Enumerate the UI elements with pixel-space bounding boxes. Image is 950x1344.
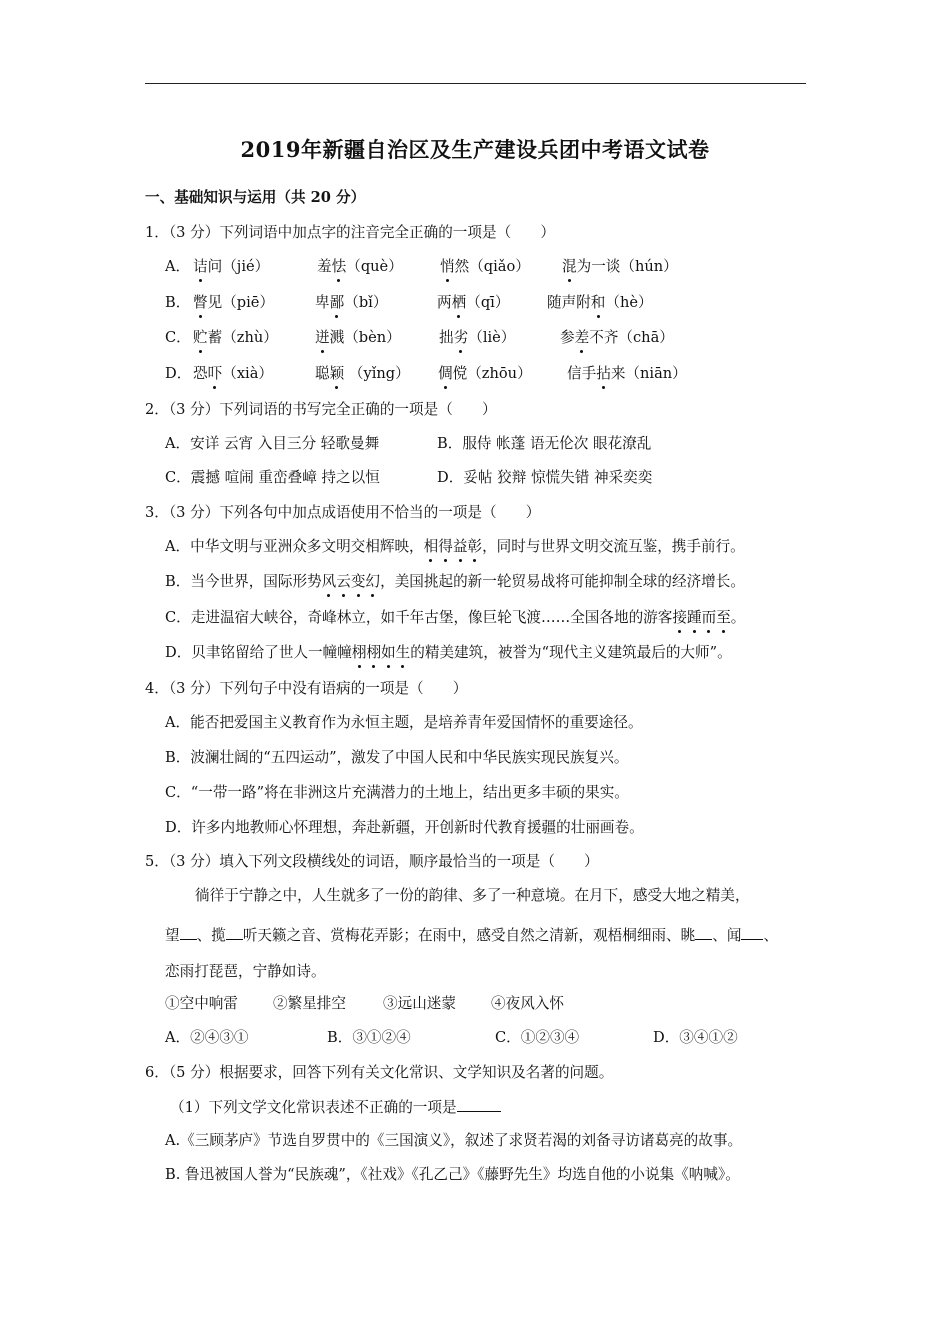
dotted-char: 差 [574,329,590,346]
q5-item: ②繁星排空 [273,995,346,1012]
dotted-char: 颖 [329,365,345,382]
q4-option-d: D．许多内地教师心怀理想，奔赴新疆，开创新时代教育援疆的壮丽画卷。 [165,819,644,836]
dotted-char: 悄 [440,258,455,275]
fill-blank [457,1097,501,1112]
dotted-char: 混 [562,258,577,275]
q2-stem: 2．（3 分）下列词语的书写完全正确的一项是（ ） [145,401,497,418]
header-rule [145,83,806,84]
q6-stem: 6．（5 分）根据要求，回答下列有关文化常识、文学知识及名著的问题。 [145,1064,614,1081]
dotted-char: 劣 [453,329,469,346]
q5-item: ③远山迷蒙 [383,995,456,1012]
dotted-char: 迸 [315,329,330,346]
q5-item: ①空中响雷 [165,995,238,1012]
q5-option-a: A．②④③① [165,1029,249,1046]
q4-option-b: B．波澜壮阔的“五四运动”，激发了中国人民和中华民族实现民族复兴。 [165,749,629,766]
fill-blank [226,925,243,940]
dotted-char: 鄙 [329,294,345,311]
q2-option-c: C．震撼 喧闹 重峦叠嶂 持之以恒 [165,469,380,486]
section-heading: 一、基础知识与运用（共 20 分） [145,189,366,206]
q4-option-c: C．“一带一路”将在非洲这片充满潜力的土地上，结出更多丰硕的果实。 [165,784,629,801]
dotted-idiom: 栩栩如生 [351,644,411,661]
page-title: 2019年新疆自治区及生产建设兵团中考语文试卷 [240,137,710,162]
dotted-idiom: 相得益彰 [423,538,483,555]
q2-option-b: B．服侍 帐蓬 语无伦次 眼花潦乱 [437,435,652,452]
q5-option-d: D．③④①② [653,1029,738,1046]
q3-stem: 3．（3 分）下列各句中加点成语使用不恰当的一项是（ ） [145,504,541,521]
q5-items [165,994,765,1014]
dotted-char: 吓 [207,365,223,382]
q5-passage-line2: 望 、揽 听天籁之音、赏梅花弄影；在雨中，感受自然之清新，观梧桐细雨、眺 、闻 、 [165,927,779,944]
fill-blank [741,925,763,940]
q6-sub1: （1）下列文学文化常识表述不正确的一项是 [170,1097,501,1118]
dotted-char: 贮 [193,329,208,346]
q1-option-b: B． 瞥见（piē） 卑鄙（bǐ） 两栖（qī） 随声附和（hè） [165,294,653,311]
dotted-char: 瞥 [193,294,208,311]
q5-option-c: C．①②③④ [495,1029,580,1046]
q5-passage-line3: 恋雨打琵琶，宁静如诗。 [165,963,326,980]
q3-option-b: B．当今世界，国际形势风云变幻，美国挑起的新一轮贸易战将可能抑制全球的经济增长。 [165,573,745,590]
dotted-idiom: 风云变幻 [321,573,381,590]
q3-option-d: D．贝聿铭留给了世人一幢幢栩栩如生的精美建筑，被誉为“现代主义建筑最后的大师”。 [165,644,732,661]
dotted-char: 拈 [596,365,611,382]
dotted-char: 诘 [193,258,208,275]
q1-option-a: A． 诘问（jié） 羞怯（què） 悄然（qiǎo） 混为一谈（hún） [165,258,678,275]
dotted-idiom: 接踵而至 [672,609,731,626]
q5-item: ④夜风入怀 [491,995,564,1012]
fill-blank [180,925,197,940]
dotted-char: 栖 [451,294,467,311]
q1-option-c: C． 贮蓄（zhù） 迸溅（bèn） 拙劣（liè） 参差不齐（chā） [165,329,674,346]
q3-option-c: C．走进温宿大峡谷，奇峰林立，如千年古堡，像巨轮飞渡……全国各地的游客接踵而至。 [165,609,746,626]
q6-option-b: B. 鲁迅被国人誉为“民族魂”，《社戏》《孔乙己》《藤野先生》均选自他的小说集《呐喊》。 [165,1166,740,1183]
q2-option-d: D．妥帖 狡辩 惊慌失错 神采奕奕 [437,469,653,486]
q3-option-a: A．中华文明与亚洲众多文明交相辉映，相得益彰，同时与世界文明交流互鉴，携手前行。 [165,538,745,555]
q1-option-d: D． 恐吓（xià） 聪颖 （yǐng） 倜傥（zhōu） 信手拈来（niān） [165,365,687,382]
q5-stem: 5．（3 分）填入下列文段横线处的词语，顺序最恰当的一项是（ ） [145,853,599,870]
q2-option-a: A．安详 云宵 入目三分 轻歌曼舞 [165,435,380,452]
q1-stem: 1．（3 分）下列词语中加点字的注音完全正确的一项是（ ） [145,224,555,241]
q4-stem: 4．（3 分）下列句子中没有语病的一项是（ ） [145,680,468,697]
dotted-char: 倜 [438,365,453,382]
q6-option-a: A.《三顾茅庐》节选自罗贯中的《三国演义》，叙述了求贤若渴的刘备寻访诸葛亮的故事。 [165,1132,743,1149]
q5-passage-line1: 徜徉于宁静之中，人生就多了一份的韵律、多了一种意境。在月下，感受大地之精美， [195,887,750,904]
dotted-char: 怯 [331,258,347,275]
dotted-char: 和 [590,294,606,311]
fill-blank [695,925,712,940]
q4-option-a: A．能否把爱国主义教育作为永恒主题，是培养青年爱国情怀的重要途径。 [165,714,643,731]
q5-options [165,1028,805,1048]
q5-option-b: B．③①②④ [327,1029,411,1046]
